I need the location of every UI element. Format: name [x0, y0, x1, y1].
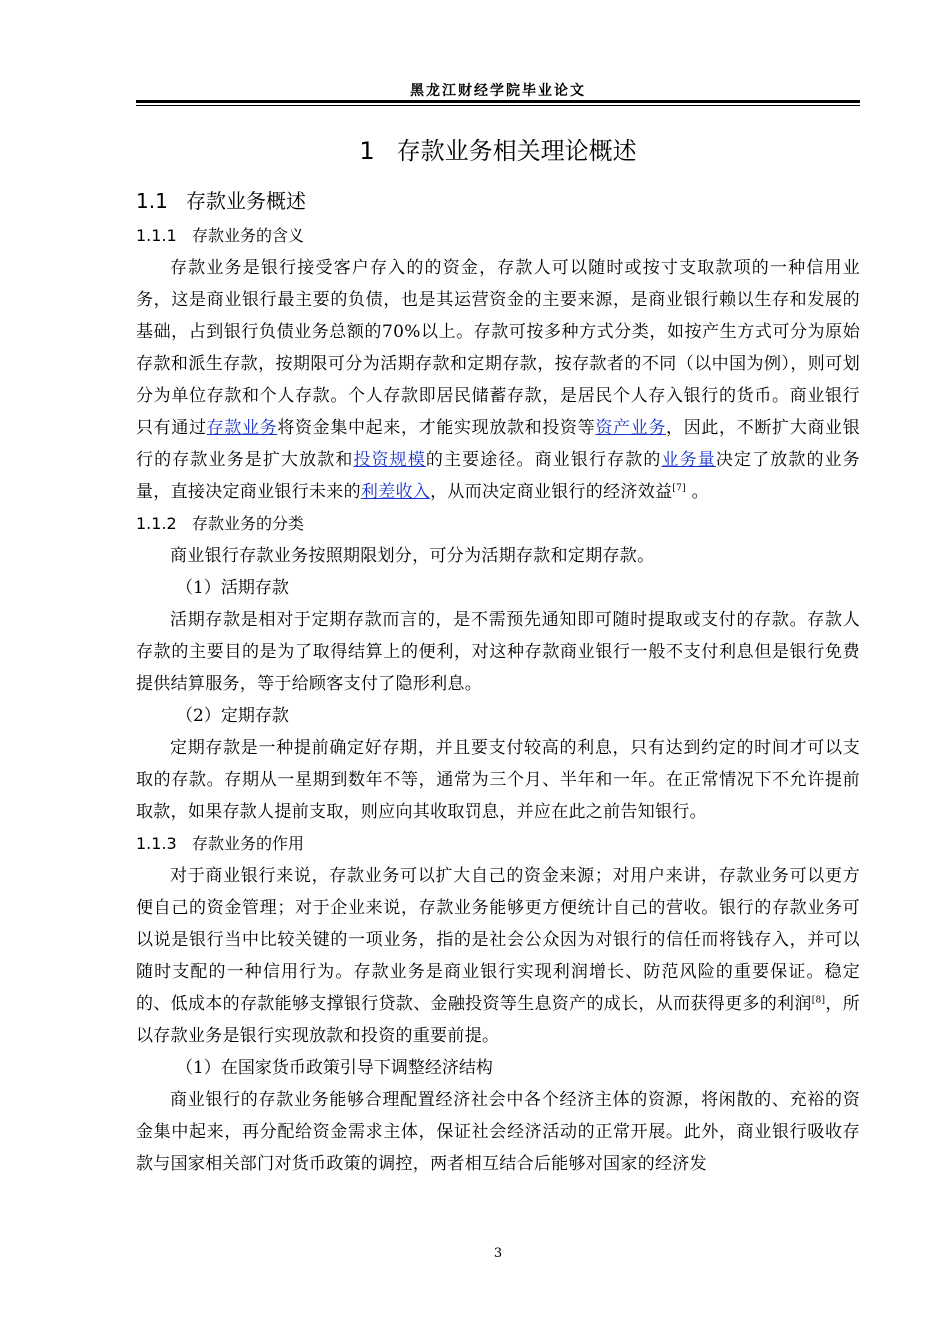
- chapter-number: 1: [359, 137, 375, 165]
- section-number: 1.1: [136, 189, 168, 213]
- subsection-number: 1.1.1: [136, 226, 177, 245]
- text-run: ，所以存款业务是银行实现放款和投资的重要前提。: [136, 994, 860, 1046]
- section-heading-1-1: [136, 182, 860, 220]
- subsection-number: 1.1.3: [136, 834, 177, 853]
- running-header: 黑龙江财经学院毕业论文: [410, 83, 586, 99]
- list-item-time-deposit: （2）定期存款: [176, 706, 289, 726]
- paragraph-deposit-role: [136, 860, 860, 1052]
- subsection-title: 存款业务的含义: [192, 226, 305, 245]
- list-item-demand-deposit: （1）活期存款: [176, 578, 289, 598]
- link-asset-business[interactable]: 资产业务: [595, 418, 667, 438]
- text-run: 的主要途径。商业银行存款的: [425, 450, 662, 470]
- page-number: 3: [493, 1246, 503, 1261]
- link-interest-spread-income[interactable]: 利差收入: [360, 482, 431, 502]
- text-run: 对于商业银行来说，存款业务可以扩大自己的资金来源；对用户来讲，存款业务可以更方便自己的资金管理；对于企业来说，存款业务能够更方便统计自己的营收。银行的存款业务可以说是银行当中比较关键的一项业务，指的是社会公众因为对银行的信任而将钱存入，并可以随时支配的一种信用行为。存款业务是商业银行实现利润增长、防范风险的重要保证。稳定的、低成本的存款能够支撑银行贷款、金融投资等生息资产的成长，从而获得更多的利润: [136, 866, 860, 1014]
- citation-7: [7]: [672, 483, 686, 494]
- text-run: 将资金集中起来，才能实现放款和投资等: [277, 418, 596, 438]
- chapter-title: 存款业务相关理论概述: [396, 137, 637, 165]
- subsection-heading-1-1-3: [136, 828, 860, 860]
- paragraph-deposit-definition: [136, 252, 860, 508]
- text-run: 决定了放款的业务量，直接决定商业银行未来的: [136, 450, 860, 502]
- chapter-heading: [136, 128, 860, 174]
- list-item-adjust-structure: （1）在国家货币政策引导下调整经济结构: [176, 1058, 493, 1078]
- page-content: [136, 128, 860, 1180]
- paragraph-classification-intro: 商业银行存款业务按照期限划分，可分为活期存款和定期存款。: [170, 546, 655, 566]
- paragraph-adjust-structure: 商业银行的存款业务能够合理配置经济社会中各个经济主体的资源，将闲散的、充裕的资金集中起来，再分配给资金需求主体，保证社会经济活动的正常开展。此外，商业银行吸收存款与国家相关部门对货币政策的调控，两者相互结合后能够对国家的经济发: [136, 1090, 860, 1174]
- citation-8: [8]: [811, 995, 826, 1006]
- link-deposit-business[interactable]: 存款业务: [206, 418, 278, 438]
- subsection-heading-1-1-1: [136, 220, 860, 252]
- text-run: 。: [685, 482, 709, 502]
- header-rule-thin: [136, 105, 860, 106]
- paragraph-demand-deposit: 活期存款是相对于定期存款而言的，是不需预先通知即可随时提取或支付的存款。存款人存款的主要目的是为了取得结算上的便利，对这种存款商业银行一般不支付利息但是银行免费提供结算服务，等于给顾客支付了隐形利息。: [136, 610, 860, 694]
- text-run: ，从而决定商业银行的经济效益: [430, 482, 673, 502]
- paragraph-time-deposit: 定期存款是一种提前确定好存期，并且要支付较高的利息，只有达到约定的时间才可以支取的存款。存期从一星期到数年不等，通常为三个月、半年和一年。在正常情况下不允许提前取款，如果存款人提前支取，则应向其收取罚息，并应在此之前告知银行。: [136, 738, 860, 822]
- link-investment-scale[interactable]: 投资规模: [353, 450, 426, 470]
- subsection-heading-1-1-2: [136, 508, 860, 540]
- section-title: 存款业务概述: [186, 189, 306, 213]
- text-run: 存款业务是银行接受客户存入的的资金，存款人可以随时或按寸支取款项的一种信用业务，这是商业银行最主要的负债，也是其运营资金的主要来源，是商业银行赖以生存和发展的基础，占到银行负债业务总额的70%以上。存款可按多种方式分类，如按产生方式可分为原始存款和派生存款，按期限可分为活期存款和定期存款，按存款者的不同（以中国为例），则可划分为单位存款和个人存款。个人存款即居民储蓄存款，是居民个人存入银行的货币。商业银行只有通过: [136, 258, 860, 438]
- subsection-title: 存款业务的作用: [192, 834, 305, 853]
- header-rule-thick: [136, 100, 860, 103]
- subsection-number: 1.1.2: [136, 514, 177, 533]
- text-run: ，因此，不断扩大商业银行的存款业务是扩大放款和: [136, 418, 860, 470]
- link-business-volume[interactable]: 业务量: [661, 450, 716, 470]
- subsection-title: 存款业务的分类: [192, 514, 305, 533]
